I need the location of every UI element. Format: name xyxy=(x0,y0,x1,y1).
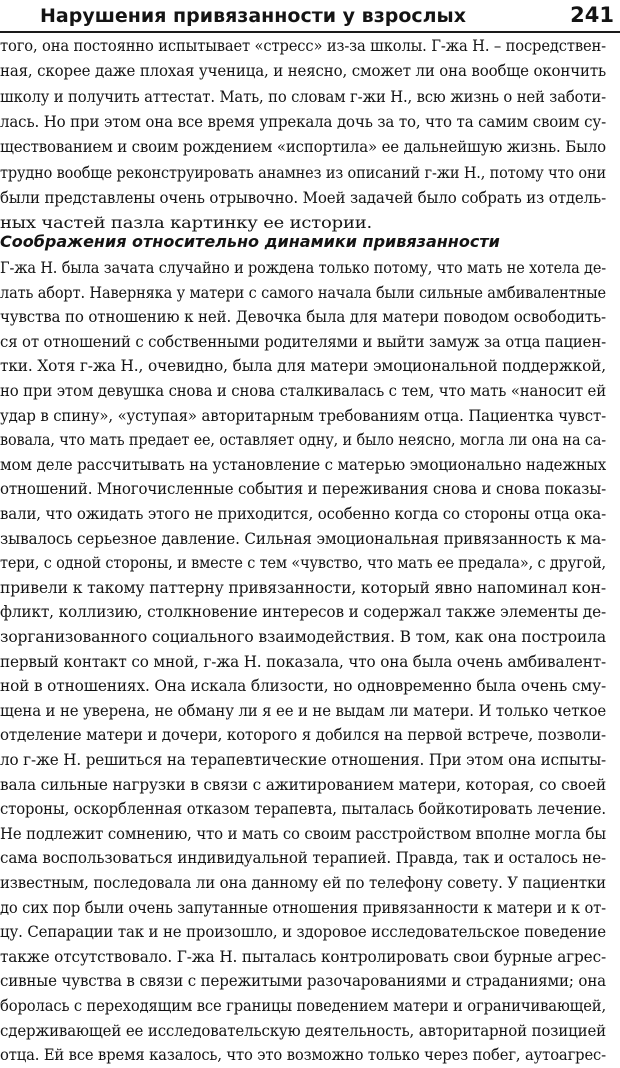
text-line: боролась с переходящим все границы поведением матери и ограничивающей, xyxy=(0,997,606,1015)
text-line: вовала, что мать предает ее, оставляет одну, и было неясно, могла ли она на са- xyxy=(0,431,606,450)
text-line: цу. Сепарации так и не произошло, и здоровое исследовательское поведение xyxy=(0,923,606,942)
text-line: зывалось серьезное давление. Сильная эмоциональная привязанность к ма- xyxy=(0,529,606,548)
text-line: удар в спину», «уступая» авторитарным требованиям отца. Пациентка чувст- xyxy=(0,406,606,425)
text-line: стороны, оскорбленная отказом терапевта, пыталась бойкотировать лечение. xyxy=(0,800,606,819)
text-line: ся от отношений с собственными родителями и выйти замуж за отца пациен- xyxy=(0,332,606,351)
running-title: Нарушения привязанности у взрослых xyxy=(40,5,466,27)
text-line: сдерживающей ее исследовательскую деятельность, авторитарной позицией xyxy=(0,1021,606,1040)
page-header xyxy=(0,0,620,34)
text-line: также отсутствовало. Г-жа Н. пыталась контролировать свои бурные агрес- xyxy=(0,947,606,966)
text-line: ло г-же Н. решиться на терапевтические отношения. При этом она испыты- xyxy=(0,751,606,769)
text-line: ществованием и своим рождением «испортила» ее дальнейшую жизнь. Было xyxy=(0,138,606,157)
section-heading: Соображения относительно динамики привязанности xyxy=(0,232,500,251)
text-line: зорганизованного социального взаимодействия. В том, как она построила xyxy=(0,628,606,646)
page-number: 241 xyxy=(570,3,614,27)
text-line: вала сильные нагрузки в связи с ажитированием матери, которая, со своей xyxy=(0,775,606,794)
text-line: трудно вообще реконструировать анамнез из описаний г-жи Н., потому что они xyxy=(0,163,606,182)
text-line: Г-жа Н. была зачата случайно и рождена только потому, что мать не хотела де- xyxy=(0,259,606,277)
text-line: чувства по отношению к ней. Девочка была для матери поводом освободить- xyxy=(0,308,606,327)
text-line: лать аборт. Наверняка у матери с самого начала были сильные амбивалентные xyxy=(0,283,606,302)
text-line: вали, что ожидать этого не приходится, особенно когда со стороны отца ока- xyxy=(0,505,606,523)
text-line: первый контакт со мной, г-жа Н. показала, что она была очень амбивалент- xyxy=(0,652,606,671)
text-line: были представлены очень отрывочно. Моей задачей было собрать из отдель- xyxy=(0,188,606,207)
text-line: ная, скорее даже плохая ученица, и неясно, сможет ли она вообще окончить xyxy=(0,62,606,81)
text-line: но при этом девушка снова и снова сталкивалась с тем, что мать «наносит ей xyxy=(0,382,606,400)
text-line: ных частей пазла картинку ее истории. xyxy=(0,214,373,233)
text-line: привели к такому паттерну привязанности, который явно напоминал кон- xyxy=(0,578,606,597)
text-line: отношений. Многочисленные события и переживания снова и снова показы- xyxy=(0,480,606,499)
text-line: щена и не уверена, не обману ли я ее и не выдам ли матери. И только четкое xyxy=(0,701,606,720)
text-line: мом деле рассчитывать на установление с матерью эмоционально надежных xyxy=(0,455,606,474)
text-line: известным, последовала ли она данному ей по телефону совету. У пациентки xyxy=(0,874,606,892)
text-line: сама воспользоваться индивидуальной терапией. Правда, так и осталось не- xyxy=(0,849,606,868)
text-line: Не подлежит сомнению, что и мать со своим расстройством вполне могла бы xyxy=(0,824,606,843)
text-line: тки. Хотя г-жа Н., очевидно, была для матери эмоциональной поддержкой, xyxy=(0,357,606,376)
text-line: отделение матери и дочери, которого я добился на первой встрече, позволи- xyxy=(0,726,606,745)
text-line: сивные чувства в связи с пережитыми разочарованиями и страданиями; она xyxy=(0,972,606,991)
text-line: ной в отношениях. Она искала близости, но одновременно была очень сму- xyxy=(0,677,606,696)
text-line: лась. Но при этом она все время упрекала дочь за то, что та самим своим су- xyxy=(0,112,606,131)
text-line: тери, с одной стороны, и вместе с тем «чувство, что мать ее предала», с другой, xyxy=(0,554,606,573)
text-line: отца. Ей все время казалось, что это возможно только через побег, аутоагрес- xyxy=(0,1046,606,1065)
text-line: фликт, коллизию, столкновение интересов и содержал также элементы де- xyxy=(0,603,606,622)
text-line: до сих пор были очень запутанные отношения привязанности к матери и к от- xyxy=(0,898,606,917)
text-line: школу и получить аттестат. Мать, по словам г-жи Н., всю жизнь о ней заботи- xyxy=(0,87,606,106)
text-line: того, она постоянно испытывает «стресс» из-за школы. Г-жа Н. – посредствен- xyxy=(0,37,606,55)
